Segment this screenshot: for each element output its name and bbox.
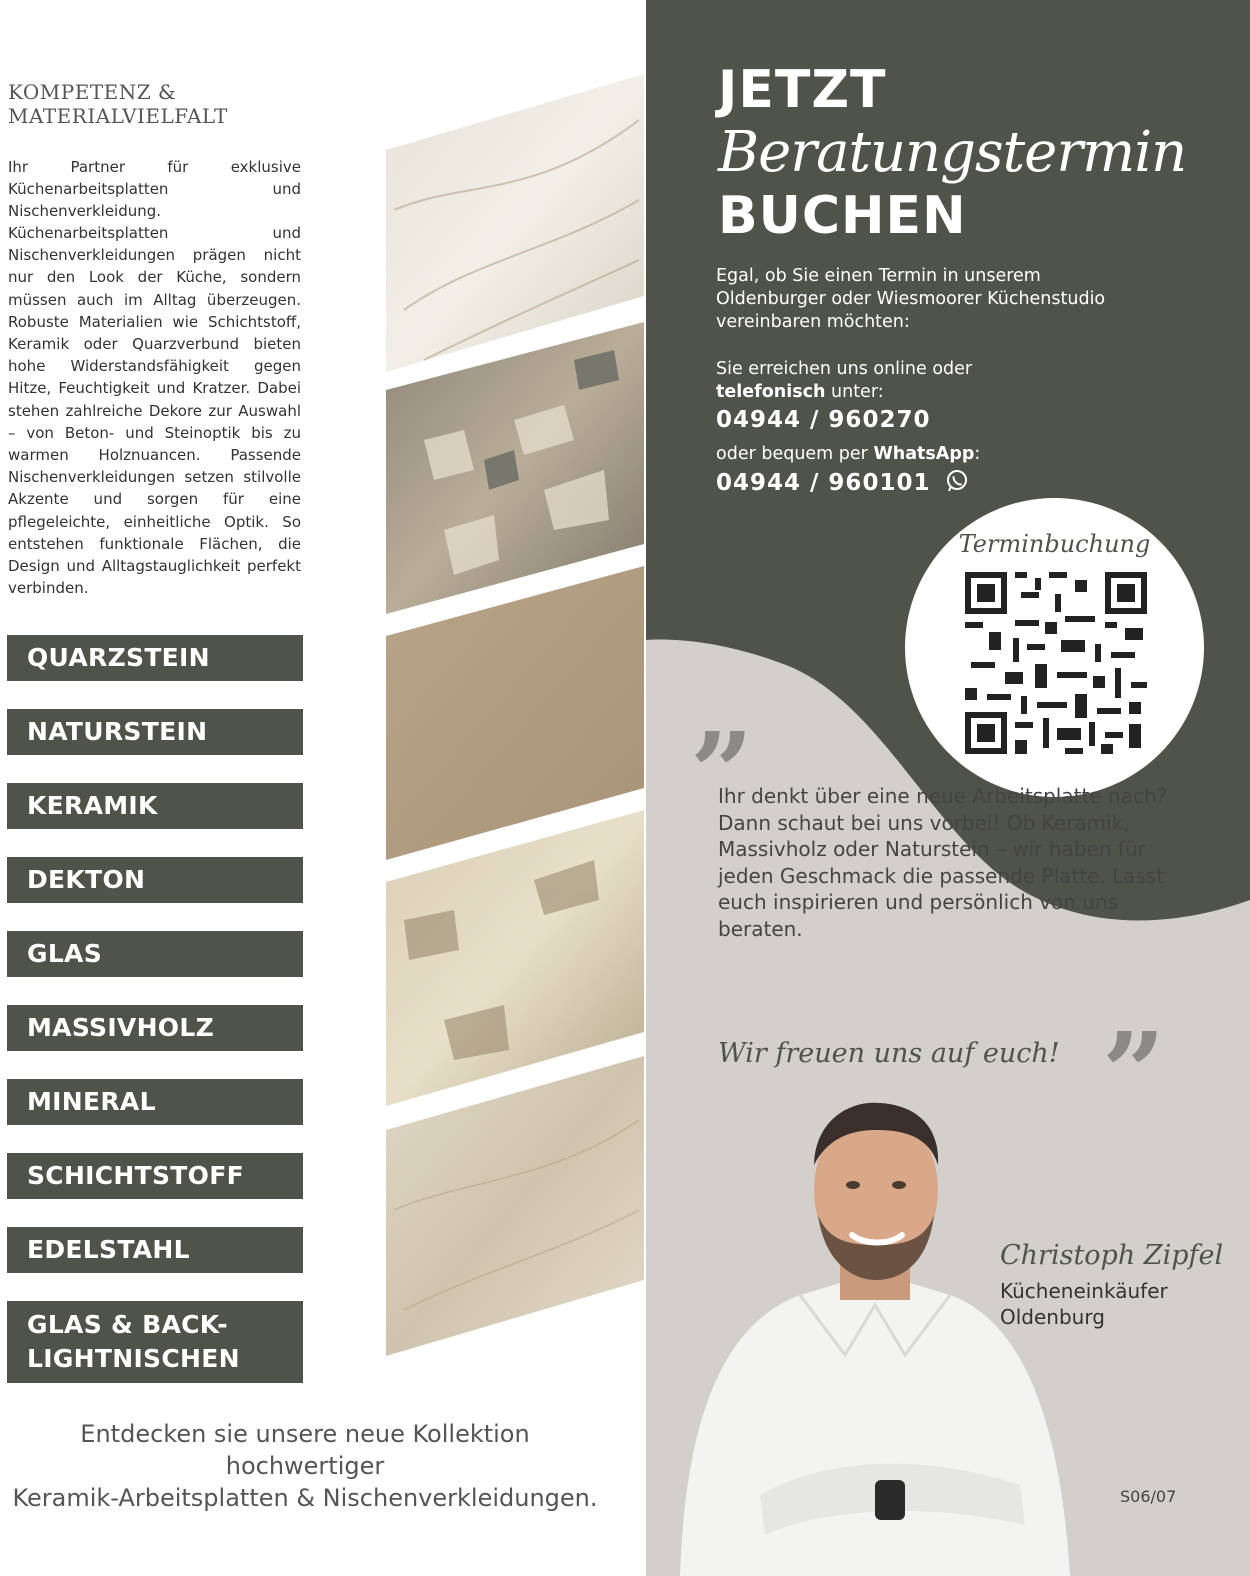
whatsapp-icon (945, 469, 969, 493)
headline-jetzt: JETZT (718, 60, 887, 120)
strip-onyx (386, 1056, 644, 1356)
role-line-2: Oldenburg (1000, 1305, 1105, 1329)
collection-footer (0, 1418, 610, 1514)
whatsapp-number-text: 04944 / 960101 (716, 470, 931, 496)
section-kicker (8, 80, 298, 128)
material-last-line-2: LIGHTNISCHEN (27, 1344, 240, 1373)
qr-code[interactable] (965, 572, 1147, 754)
material-list (7, 635, 303, 1411)
reach-line-2 (716, 381, 1136, 404)
reach-bold: telefonisch (716, 382, 826, 402)
quote-open-icon: ” (690, 708, 754, 837)
closing-line: Wir freuen uns auf euch! (718, 1038, 1060, 1069)
headline-script: Beratungstermin (718, 120, 1187, 185)
material-naturstein: NATURSTEIN (7, 709, 303, 755)
headline-buchen: BUCHEN (718, 186, 967, 246)
material-schichtstoff: SCHICHTSTOFF (7, 1153, 303, 1199)
material-mineral: MINERAL (7, 1079, 303, 1125)
reach-text (716, 358, 1136, 404)
signature-name: Christoph Zipfel (1000, 1240, 1224, 1271)
quote-close-icon: ” (1102, 1008, 1166, 1137)
intro-text: Ihr Partner für exklusive Küchenarbeitsplatten und Nischenverkleidung. (8, 158, 301, 220)
material-last-line-1: GLAS & BACK- (27, 1310, 228, 1339)
page-number: S06/07 (1120, 1487, 1177, 1506)
body-text: Küchenarbeitsplatten und Nischenverkleidungen prägen nicht nur den Look der Küche, sondern müssen auch im Alltag überzeugen. Robuste Materialien wie Schichtstoff, Keramik oder Quarzverbund bieten hohe Widerstandsfähigkeit gegen Hitze, Feuchtigkeit und Kratzer. Dabei stehen zahlreiche Dekore zur Auswahl – von Beton- und Steinoptik bis zu warmen Holznuancen. Passende Nischenverkleidungen setzen stilvolle Akzente und sorgen für eine pflegeleichte, einheitliche Optik. So entstehen funktionale Flächen, die Design und Alltagstauglichkeit perfekt verbinden. (8, 224, 301, 598)
whatsapp-prefix: oder bequem per (716, 444, 874, 464)
strip-marble (386, 74, 644, 372)
strip-patagonia (386, 810, 644, 1106)
reach-line-1: Sie erreichen uns online oder (716, 359, 973, 379)
material-glas: GLAS (7, 931, 303, 977)
stone-sample-strips (384, 60, 646, 1370)
signature-role (1000, 1278, 1168, 1330)
whatsapp-line (716, 443, 980, 466)
material-edelstahl: EDELSTAHL (7, 1227, 303, 1273)
phone-number[interactable]: 04944 / 960270 (716, 407, 931, 433)
material-keramik: KERAMIK (7, 783, 303, 829)
kicker-line-2: MATERIALVIELFALT (8, 104, 228, 128)
appointment-intro: Egal, ob Sie einen Termin in unserem Oldenburger oder Wiesmoorer Küchenstudio vereinbaren möchten: (716, 266, 1106, 332)
kicker-line-1: KOMPETENZ & (8, 80, 177, 104)
person-photo (680, 1095, 1070, 1576)
quote-text: Ihr denkt über eine neue Arbeitsplatte nach? Dann schaut bei uns vorbei! Ob Keramik, Massivholz oder Naturstein – wir haben für jeden Geschmack die passende Platte. Lasst euch inspirieren und persönlich von uns beraten. (718, 784, 1168, 941)
footer-line-2: Keramik-Arbeitsplatten & Nischenverkleidungen. (12, 1484, 598, 1512)
material-massivholz: MASSIVHOLZ (7, 1005, 303, 1051)
material-quarzstein: QUARZSTEIN (7, 635, 303, 681)
qr-label: Terminbuchung (958, 530, 1151, 558)
strip-taupe (386, 566, 644, 860)
whatsapp-number[interactable] (716, 469, 969, 496)
whatsapp-bold: WhatsApp (873, 444, 975, 464)
reach-suffix: unter: (825, 382, 884, 402)
footer-line-1: Entdecken sie unsere neue Kollektion hochwertiger (80, 1420, 530, 1480)
whatsapp-suffix: : (974, 444, 981, 464)
material-glas-backlightnischen (7, 1301, 303, 1383)
role-line-1: Kücheneinkäufer (1000, 1279, 1168, 1303)
material-dekton: DEKTON (7, 857, 303, 903)
